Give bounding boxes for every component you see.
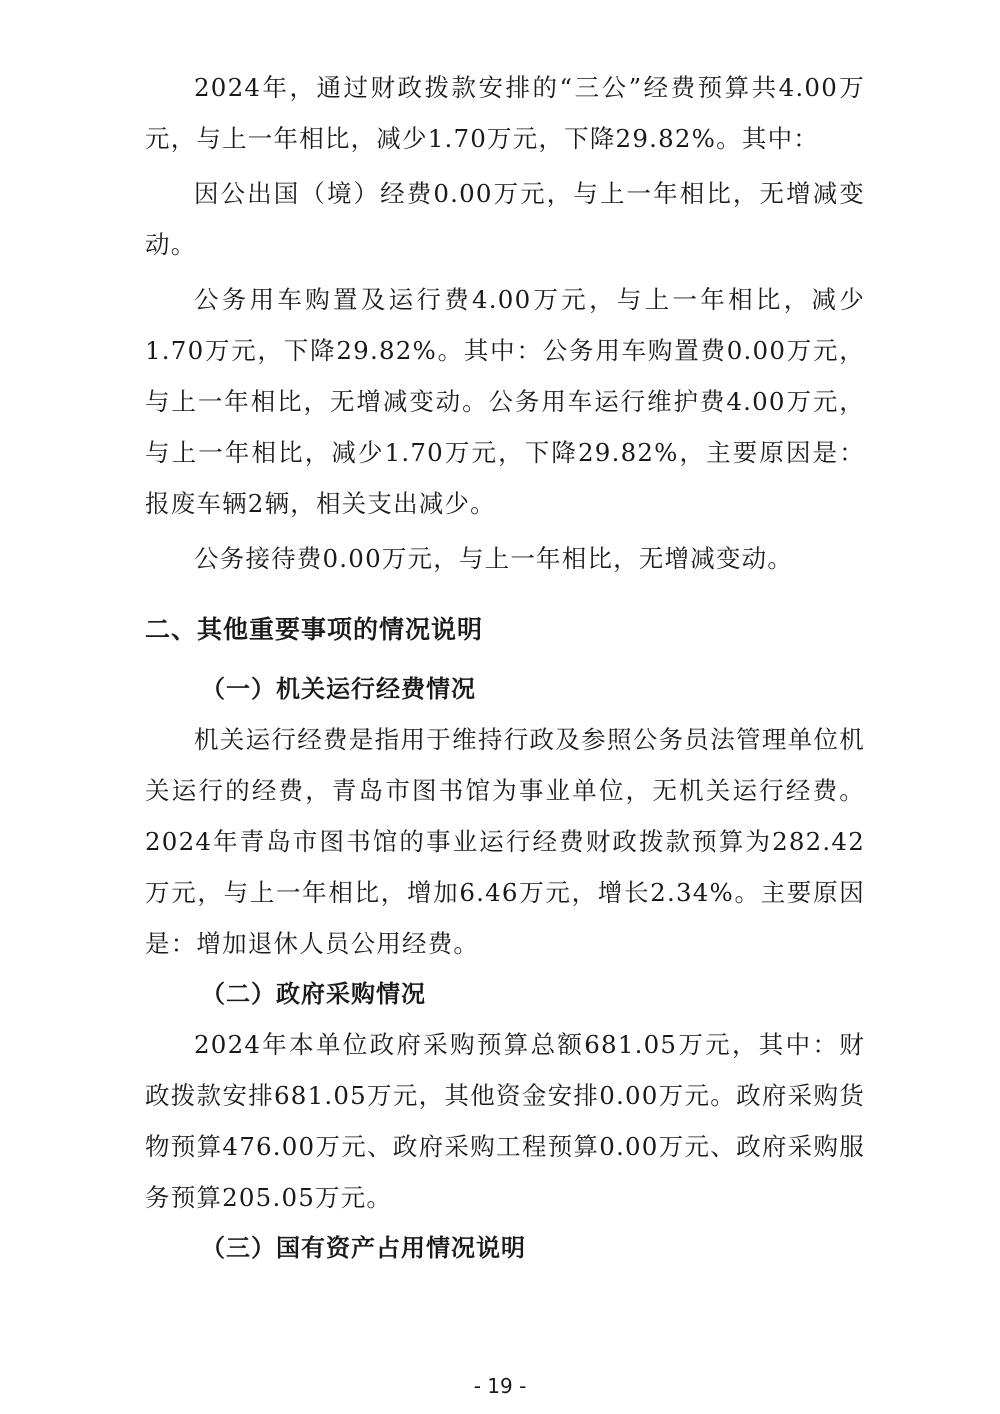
subsection-heading-operating-costs: （一）机关运行经费情况 (201, 675, 476, 703)
section-heading-other-matters: 二、其他重要事项的情况说明 (145, 615, 484, 644)
subsection-heading-state-assets: （三）国有资产占用情况说明 (201, 1234, 526, 1262)
paragraph-three-public-expenses: 2024年，通过财政拨款安排的“三公”经费预算共4.00万元，与上一年相比，减少1.70万元，下降29.82%。其中： (145, 73, 865, 153)
page-number: - 19 - (473, 1374, 527, 1398)
paragraph-official-reception: 公务接待费0.00万元，与上一年相比，无增减变动。 (194, 544, 794, 573)
paragraph-overseas-travel: 因公出国（境）经费0.00万元，与上一年相比，无增减变动。 (145, 179, 865, 259)
paragraph-procurement: 2024年本单位政府采购预算总额681.05万元，其中：财政拨款安排681.05万元，其他资金安排0.00万元。政府采购货物预算476.00万元、政府采购工程预算0.00万元、政府采购服务预算205.05万元。 (145, 1030, 865, 1212)
subsection-heading-procurement: （二）政府采购情况 (201, 980, 426, 1008)
paragraph-operating-costs: 机关运行经费是指用于维持行政及参照公务员法管理单位机关运行的经费，青岛市图书馆为事业单位，无机关运行经费。2024年青岛市图书馆的事业运行经费财政拨款预算为282.42万元，与上一年相比，增加6.46万元，增长2.34%。主要原因是：增加退休人员公用经费。 (145, 725, 865, 958)
paragraph-official-vehicles: 公务用车购置及运行费4.00万元，与上一年相比，减少1.70万元，下降29.82%。其中：公务用车购置费0.00万元，与上一年相比，无增减变动。公务用车运行维护费4.00万元，与上一年相比，减少1.70万元，下降29.82%，主要原因是：报废车辆2辆，相关支出减少。 (145, 285, 865, 518)
page-content (145, 62, 865, 1273)
